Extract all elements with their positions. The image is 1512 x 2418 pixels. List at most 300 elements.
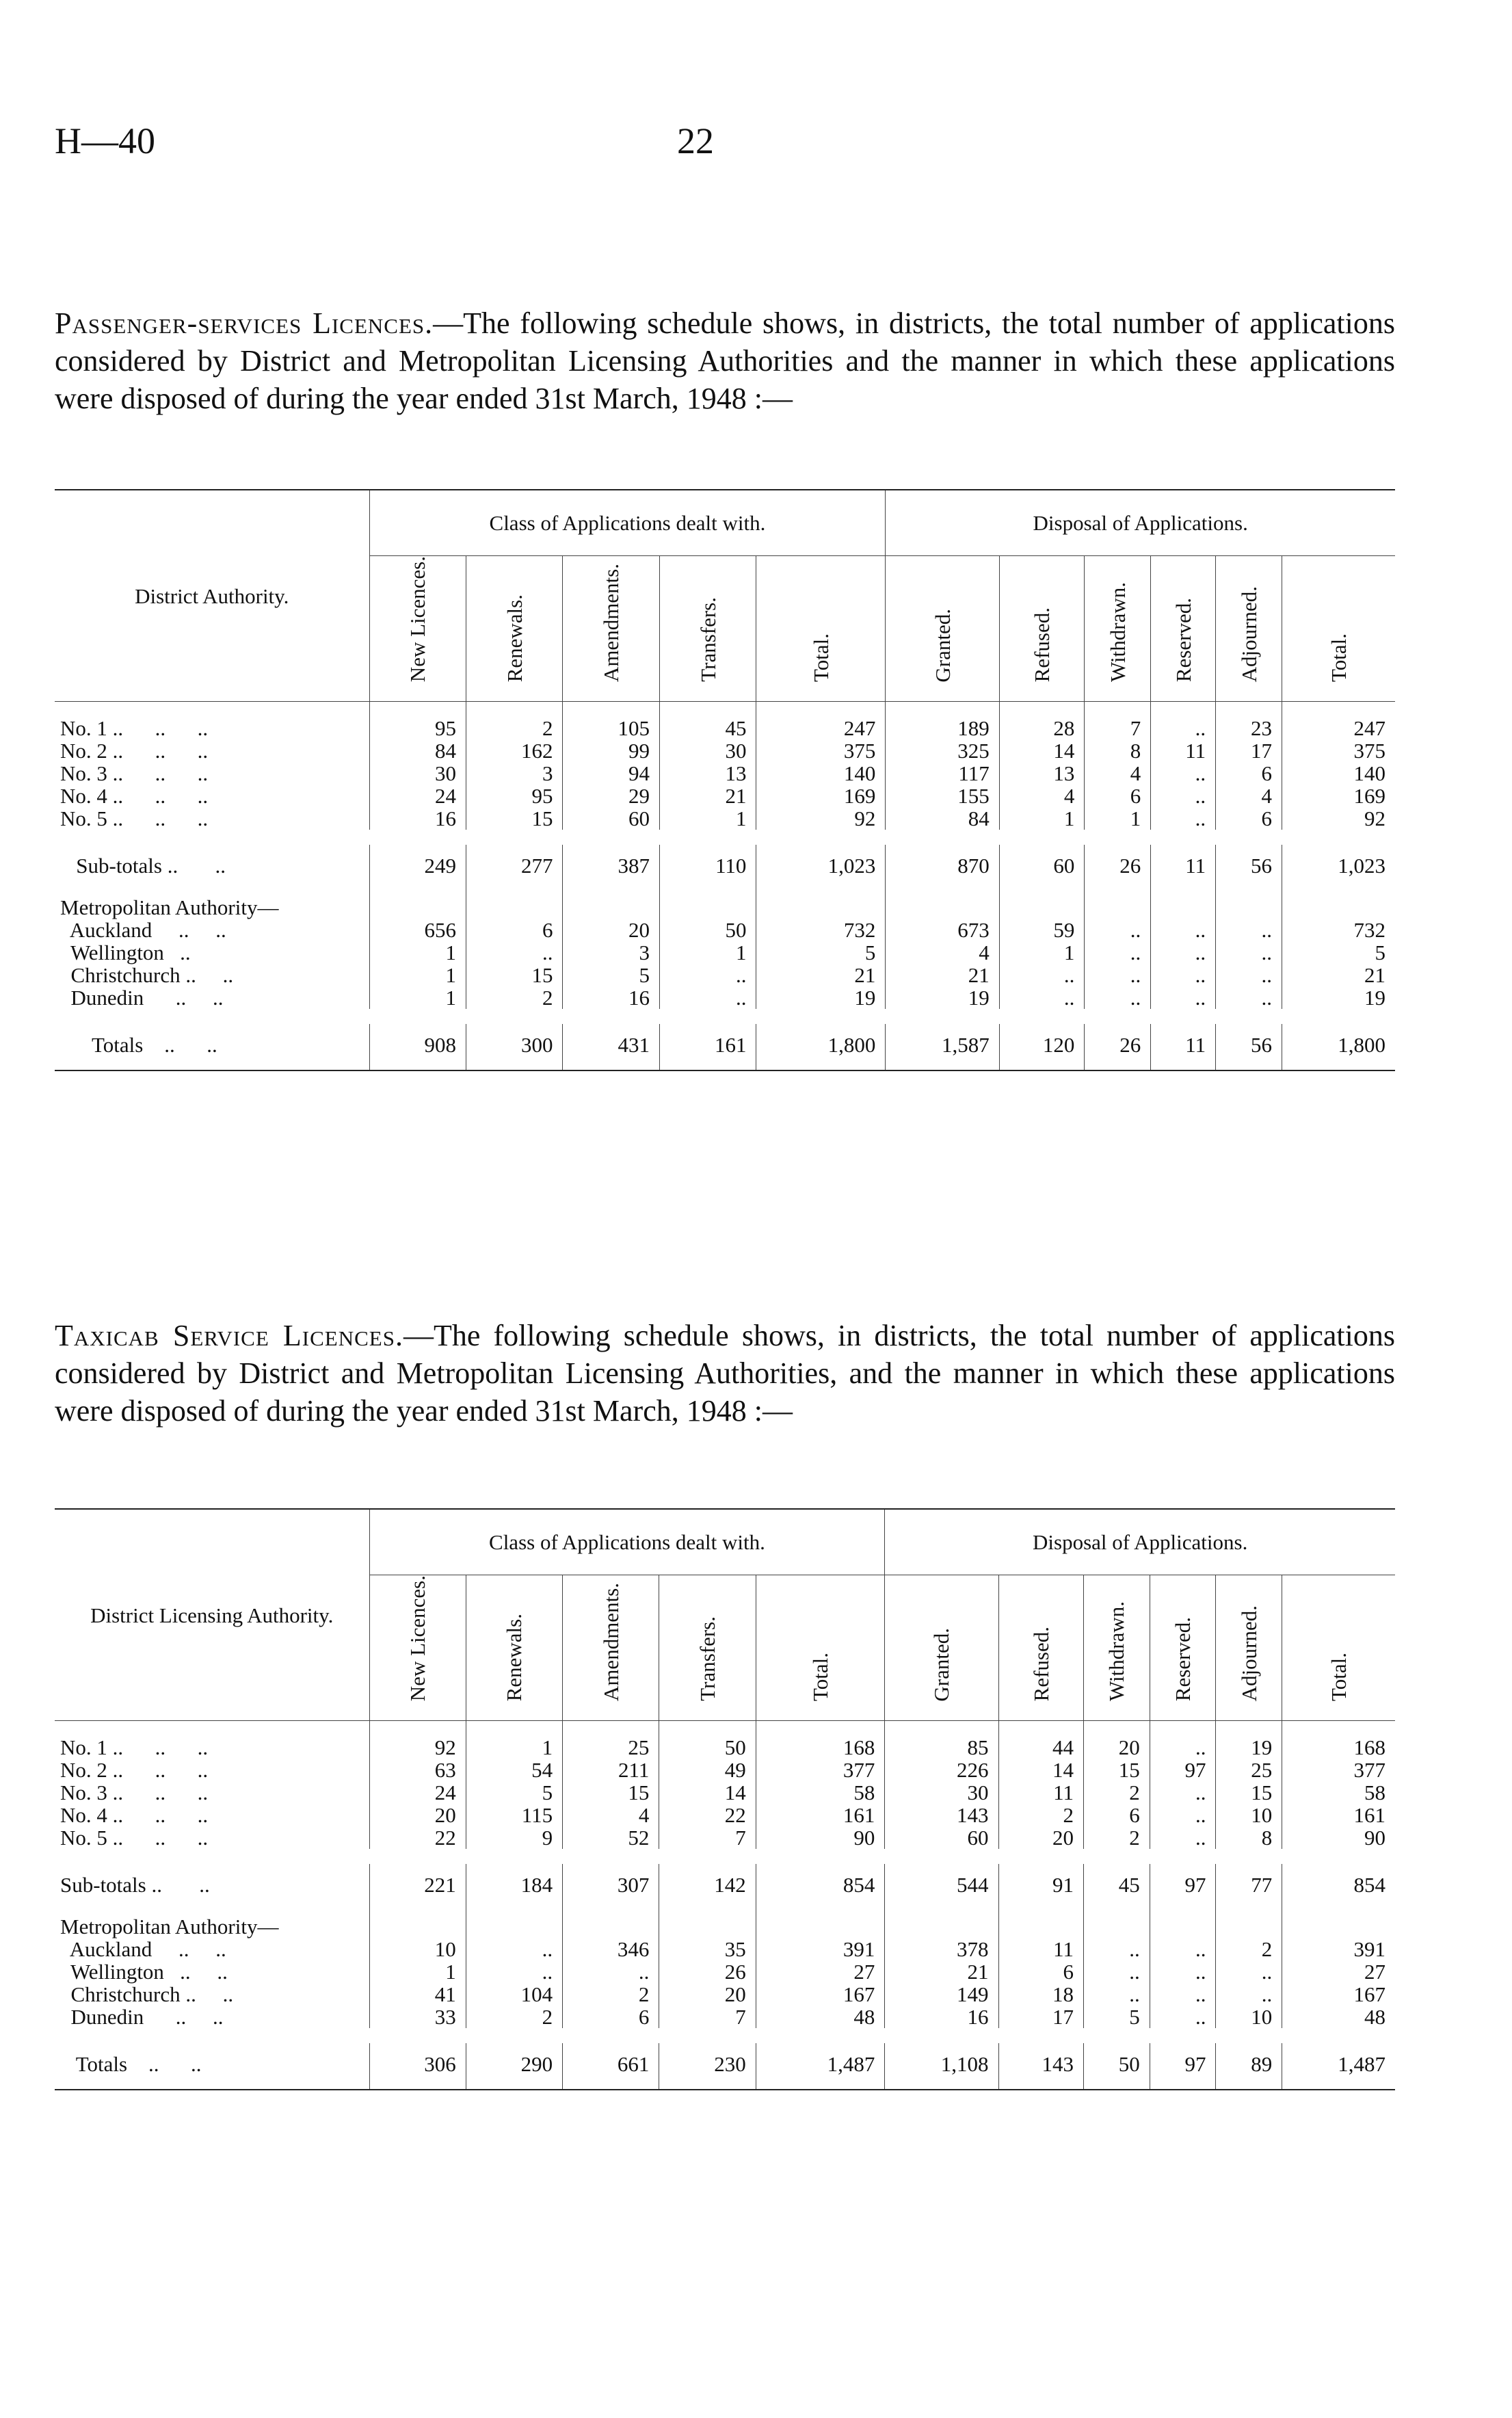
table-cell: 91 (998, 1864, 1084, 1906)
table-cell: 908 (369, 1024, 466, 1070)
column-header: Renewals. (502, 594, 527, 683)
table-cell: 307 (563, 1864, 659, 1906)
table-cell: 3 (466, 762, 562, 785)
table-cell: 5 (1084, 2006, 1150, 2028)
table-cell: 2 (466, 986, 562, 1009)
table-cell: 22 (369, 1826, 466, 1849)
column-header: Reserved. (1171, 1617, 1195, 1702)
table-cell: 84 (369, 739, 466, 762)
row-label: No. 4 .. .. .. (60, 784, 209, 809)
table-cell: 1 (466, 1721, 562, 1759)
table-cell: .. (1151, 986, 1216, 1009)
column-header: Withdrawn. (1104, 1601, 1129, 1702)
table-cell: 8 (1216, 1826, 1282, 1849)
table-row (55, 1960, 1395, 1983)
table-cell: 63 (369, 1759, 466, 1781)
table-cell: 22 (659, 1804, 756, 1826)
table-cell: 45 (1084, 1864, 1150, 1906)
table-cell: 169 (756, 785, 886, 807)
class-of-applications-header: Class of Applications dealt with. (369, 1510, 885, 1575)
table-cell: 4 (1085, 762, 1151, 785)
table-cell: 48 (756, 2006, 885, 2028)
table-cell: 143 (885, 1804, 998, 1826)
table-cell: 17 (998, 2006, 1084, 2028)
table-cell: 1,487 (756, 2043, 885, 2090)
table-cell: 5 (756, 941, 886, 964)
table-cell: 168 (1282, 1721, 1395, 1759)
table-cell: 2 (1084, 1826, 1150, 1849)
table-cell: 7 (659, 1826, 756, 1849)
table-cell: 33 (369, 2006, 466, 2028)
table-cell: 20 (998, 1826, 1084, 1849)
table-cell: .. (466, 1938, 562, 1960)
row-label: Wellington .. (60, 941, 191, 965)
table-cell: 854 (1282, 1864, 1395, 1906)
table-cell: 110 (659, 845, 756, 886)
table-cell: 20 (1084, 1721, 1150, 1759)
table-cell: 1 (369, 986, 466, 1009)
table-cell: 168 (756, 1721, 885, 1759)
table-cell: 1,023 (1282, 845, 1395, 886)
table-cell: 7 (659, 2006, 756, 2028)
table-cell: 50 (659, 1721, 756, 1759)
table-cell: .. (1150, 2006, 1216, 2028)
table-cell: 6 (1216, 762, 1282, 785)
table-cell: .. (1151, 762, 1216, 785)
table-cell: 115 (466, 1804, 562, 1826)
table-cell: 377 (1282, 1759, 1395, 1781)
table-cell: 30 (885, 1781, 998, 1804)
table-cell: .. (1085, 919, 1151, 941)
table-cell: 97 (1150, 1759, 1216, 1781)
table-row (55, 1804, 1395, 1826)
table-cell: .. (659, 986, 756, 1009)
table-cell: 249 (369, 845, 466, 886)
table-cell: 143 (998, 2043, 1084, 2090)
column-header: Amendments. (598, 1583, 623, 1702)
district-authority-header: District Authority. (135, 583, 289, 608)
table-cell: 306 (369, 2043, 466, 2090)
table-cell: 1,800 (756, 1024, 886, 1070)
table-cell: 661 (563, 2043, 659, 2090)
table-row (55, 919, 1395, 941)
table-cell: 104 (466, 1983, 562, 2006)
table-cell: 21 (756, 964, 886, 986)
row-label: No. 2 .. .. .. (60, 1758, 209, 1783)
table-cell: 21 (885, 1960, 998, 1983)
table-cell: 15 (563, 1781, 659, 1804)
table-cell: 1 (369, 941, 466, 964)
table-cell: 7 (1085, 702, 1151, 740)
row-label: No. 3 .. .. .. (60, 1780, 209, 1805)
table-cell: 5 (563, 964, 659, 986)
table-cell: 19 (1282, 986, 1395, 1009)
table-cell: .. (466, 1960, 562, 1983)
table-row (55, 739, 1395, 762)
column-header: Total. (1326, 633, 1351, 683)
table-cell: 13 (999, 762, 1085, 785)
column-header: Amendments. (599, 564, 624, 683)
table-cell: 161 (1282, 1804, 1395, 1826)
table-cell: 15 (1084, 1759, 1150, 1781)
column-header: Total. (808, 633, 833, 683)
table-cell: .. (1150, 1804, 1216, 1826)
table-cell: 77 (1216, 1864, 1282, 1906)
row-label: No. 1 .. .. .. (55, 702, 369, 740)
table-cell: 26 (1085, 845, 1151, 886)
passenger-services-title: Passenger-services Licences. (55, 306, 434, 340)
table-row (55, 785, 1395, 807)
table-cell: .. (1216, 1983, 1282, 2006)
table-cell: 19 (1216, 1721, 1282, 1759)
column-header: Granted. (930, 608, 955, 683)
table-cell: .. (1151, 919, 1216, 941)
table-cell: 41 (369, 1983, 466, 2006)
table-cell: 29 (563, 785, 659, 807)
table-cell: 13 (659, 762, 756, 785)
table-cell: .. (1085, 964, 1151, 986)
district-licensing-authority-header: District Licensing Authority. (90, 1603, 334, 1627)
table-cell: 732 (756, 919, 886, 941)
disposal-of-applications-header: Disposal of Applications. (886, 490, 1395, 556)
page-number: 22 (677, 120, 714, 161)
table-cell: 149 (885, 1983, 998, 2006)
table-cell: 56 (1216, 845, 1282, 886)
table-cell: 20 (563, 919, 659, 941)
table-cell: 544 (885, 1864, 998, 1906)
table-cell: 97 (1150, 2043, 1216, 2090)
table-cell: 105 (563, 702, 659, 740)
table-cell: .. (1150, 1781, 1216, 1804)
table-cell: 24 (369, 785, 466, 807)
table-cell: 95 (369, 702, 466, 740)
table-cell: 2 (563, 1983, 659, 2006)
table-cell: 161 (756, 1804, 885, 1826)
table-cell: 300 (466, 1024, 562, 1070)
table-cell: 44 (998, 1721, 1084, 1759)
passenger-services-paragraph (55, 304, 1395, 417)
table-cell: 155 (886, 785, 999, 807)
table-cell: 162 (466, 739, 562, 762)
table-cell: 60 (885, 1826, 998, 1849)
table-cell: 30 (659, 739, 756, 762)
table-cell: .. (1084, 1983, 1150, 2006)
table-cell: 25 (563, 1721, 659, 1759)
table-cell: 189 (886, 702, 999, 740)
table-cell: 58 (1282, 1781, 1395, 1804)
table-cell: 10 (1216, 2006, 1282, 2028)
row-label: No. 2 .. .. .. (60, 739, 209, 763)
table-cell: 4 (886, 941, 999, 964)
table-cell: 52 (563, 1826, 659, 1849)
table-cell: 15 (1216, 1781, 1282, 1804)
column-header: Transfers. (695, 597, 720, 683)
table-cell: 211 (563, 1759, 659, 1781)
table-cell: 19 (886, 986, 999, 1009)
table-row (55, 762, 1395, 785)
row-label: No. 5 .. .. .. (60, 1826, 209, 1850)
table-row (55, 1759, 1395, 1781)
table-cell: 290 (466, 2043, 562, 2090)
taxicab-service-text: —The following schedule shows, in districts, the total number of applications considered by District and Metropolitan Licensing Authorities, and the manner in which these applications were disposed of during the year ended 31st March, 1948 :— (55, 1319, 1396, 1428)
table-cell: .. (1216, 986, 1282, 1009)
row-label: No. 5 .. .. .. (60, 806, 209, 831)
table-cell: 14 (999, 739, 1085, 762)
table-cell: 2 (998, 1804, 1084, 1826)
table-cell: 27 (1282, 1960, 1395, 1983)
table-cell: 90 (756, 1826, 885, 1849)
row-label: Christchurch .. .. (60, 963, 234, 988)
metropolitan-authority-label: Metropolitan Authority— (60, 895, 279, 920)
table-cell: 95 (466, 785, 562, 807)
taxicab-service-paragraph (55, 1317, 1395, 1430)
totals-row (55, 1024, 1395, 1070)
table-cell: 226 (885, 1759, 998, 1781)
column-header: Renewals. (502, 1613, 527, 1702)
table-cell: 5 (466, 1781, 562, 1804)
row-label: No. 3 .. .. .. (60, 761, 209, 786)
table-cell: 346 (563, 1938, 659, 1960)
table-cell: 142 (659, 1864, 756, 1906)
table-cell: 1,800 (1282, 1024, 1395, 1070)
table-cell: 387 (563, 845, 659, 886)
column-header: Withdrawn. (1105, 582, 1130, 683)
table-cell: 1,023 (756, 845, 886, 886)
table-cell: 169 (1282, 785, 1395, 807)
totals-row (55, 2043, 1395, 2090)
table-cell: 6 (1085, 785, 1151, 807)
row-label: No. 4 .. .. .. (60, 1803, 209, 1828)
table-cell: 21 (659, 785, 756, 807)
table-cell: 8 (1085, 739, 1151, 762)
table-cell: 1 (1085, 807, 1151, 830)
table-cell: 16 (563, 986, 659, 1009)
row-label: Totals .. .. (55, 2043, 369, 2090)
table-row (55, 1938, 1395, 1960)
table-cell: 85 (885, 1721, 998, 1759)
table-row (55, 807, 1395, 830)
table-cell: 54 (466, 1759, 562, 1781)
subtotals-row (55, 845, 1395, 886)
table-cell: 1 (659, 807, 756, 830)
column-header: Refused. (1030, 607, 1055, 683)
table-cell: 18 (998, 1983, 1084, 2006)
table-cell: 16 (369, 807, 466, 830)
table-cell: 97 (1150, 1864, 1216, 1906)
table-cell: 45 (659, 702, 756, 740)
table-cell: 6 (998, 1960, 1084, 1983)
table-cell: 277 (466, 845, 562, 886)
table-cell: 2 (1084, 1781, 1150, 1804)
table-cell: .. (1085, 941, 1151, 964)
table-cell: 25 (1216, 1759, 1282, 1781)
table-cell: 391 (756, 1938, 885, 1960)
table-cell: 854 (756, 1864, 885, 1906)
table-cell: 19 (756, 986, 886, 1009)
table-cell: 247 (1282, 702, 1395, 740)
table-cell: .. (1150, 1826, 1216, 1849)
row-label: Sub-totals .. .. (60, 1873, 210, 1897)
table-cell: .. (1150, 1938, 1216, 1960)
column-header: New Licences. (406, 556, 430, 683)
table-cell: 10 (369, 1938, 466, 1960)
table-cell: 14 (998, 1759, 1084, 1781)
table-cell: 375 (756, 739, 886, 762)
row-label: Auckland .. .. (60, 1937, 226, 1962)
table-cell: 391 (1282, 1938, 1395, 1960)
table-cell: 1 (999, 941, 1085, 964)
table-cell: 2 (466, 702, 562, 740)
table-cell: 140 (1282, 762, 1395, 785)
row-label: Totals .. .. (55, 1024, 369, 1070)
table-cell: .. (1150, 1983, 1216, 2006)
table-cell: 35 (659, 1938, 756, 1960)
table-cell: .. (1150, 1721, 1216, 1759)
table-row (55, 964, 1395, 986)
table-cell: .. (1151, 964, 1216, 986)
column-header: Transfers. (695, 1616, 720, 1702)
row-label: Dunedin .. .. (60, 2005, 224, 2029)
table-cell: 4 (1216, 785, 1282, 807)
table-cell: 11 (998, 1938, 1084, 1960)
table-cell: 247 (756, 702, 886, 740)
table-cell: 377 (756, 1759, 885, 1781)
table-cell: .. (1151, 941, 1216, 964)
row-label: Sub-totals .. .. (60, 854, 226, 878)
table-cell: 94 (563, 762, 659, 785)
column-header: Total. (1327, 1653, 1351, 1702)
table-cell: 378 (885, 1938, 998, 1960)
taxicab-service-table (55, 1508, 1395, 2090)
table-cell: 656 (369, 919, 466, 941)
table-cell: 230 (659, 2043, 756, 2090)
table-cell: 56 (1216, 1024, 1282, 1070)
table-cell: 11 (1151, 845, 1216, 886)
table-cell: 21 (886, 964, 999, 986)
table-cell: 90 (1282, 1826, 1395, 1849)
table-cell: 4 (563, 1804, 659, 1826)
table-cell: 431 (563, 1024, 659, 1070)
table-cell: .. (999, 964, 1085, 986)
table-cell: 60 (563, 807, 659, 830)
taxicab-service-title: Taxicab Service Licences. (55, 1319, 403, 1352)
table-cell: 59 (999, 919, 1085, 941)
table-cell: 221 (369, 1864, 466, 1906)
row-label: Auckland .. .. (60, 918, 226, 943)
table-cell: 28 (999, 702, 1085, 740)
disposal-of-applications-header: Disposal of Applications. (885, 1510, 1395, 1575)
table-cell: 5 (1282, 941, 1395, 964)
table-cell: 92 (1282, 807, 1395, 830)
table-cell: 23 (1216, 702, 1282, 740)
table-cell: .. (1151, 702, 1216, 740)
table-cell: .. (999, 986, 1085, 1009)
table-row (55, 941, 1395, 964)
table-cell: 2 (1216, 1938, 1282, 1960)
table-cell: 3 (563, 941, 659, 964)
table-cell: .. (466, 941, 562, 964)
table-cell: 20 (659, 1983, 756, 2006)
table-cell: 16 (885, 2006, 998, 2028)
table-cell: 325 (886, 739, 999, 762)
table-cell: .. (1151, 785, 1216, 807)
passenger-services-text: —The following schedule shows, in districts, the total number of applications considered by District and Metropolitan Licensing Authorities and the manner in which these applications were disposed of during the year ended 31st March, 1948 :— (55, 306, 1396, 415)
column-header: Total. (808, 1653, 833, 1702)
table-cell: 1 (369, 1960, 466, 1983)
class-of-applications-header: Class of Applications dealt with. (369, 490, 886, 556)
table-cell: 11 (1151, 739, 1216, 762)
table-cell: 167 (756, 1983, 885, 2006)
table-cell: 14 (659, 1781, 756, 1804)
table-cell: 10 (1216, 1804, 1282, 1826)
table-cell: .. (1150, 1960, 1216, 1983)
table-cell: 1 (999, 807, 1085, 830)
table-cell: .. (659, 964, 756, 986)
table-cell: 84 (886, 807, 999, 830)
table-cell: 1,108 (885, 2043, 998, 2090)
table-cell: .. (1216, 964, 1282, 986)
table-cell: .. (1216, 941, 1282, 964)
table-cell: 26 (659, 1960, 756, 1983)
table-cell: 6 (1084, 1804, 1150, 1826)
table-cell: 6 (466, 919, 562, 941)
table-cell: 11 (998, 1781, 1084, 1804)
metropolitan-authority-label: Metropolitan Authority— (60, 1915, 279, 1939)
table-cell: 673 (886, 919, 999, 941)
table-cell: 58 (756, 1781, 885, 1804)
table-cell: 732 (1282, 919, 1395, 941)
table-cell: 92 (369, 1721, 466, 1759)
table-cell: 60 (999, 845, 1085, 886)
table-cell: 9 (466, 1826, 562, 1849)
column-header: New Licences. (406, 1575, 430, 1702)
table-cell: 1 (369, 964, 466, 986)
table-cell: 20 (369, 1804, 466, 1826)
row-label: No. 1 .. .. .. (55, 1721, 369, 1759)
column-header: Adjourned. (1236, 1605, 1261, 1702)
table-cell: 30 (369, 762, 466, 785)
table-cell: .. (1084, 1960, 1150, 1983)
column-header: Adjourned. (1236, 586, 1261, 683)
document-code: H—40 (55, 120, 155, 161)
table-cell: 184 (466, 1864, 562, 1906)
table-cell: 375 (1282, 739, 1395, 762)
table-cell: 24 (369, 1781, 466, 1804)
table-cell: 161 (659, 1024, 756, 1070)
table-cell: 15 (466, 964, 562, 986)
table-cell: 49 (659, 1759, 756, 1781)
column-header: Refused. (1029, 1626, 1053, 1702)
table-row (55, 1826, 1395, 1849)
table-cell: 870 (886, 845, 999, 886)
table-cell: 89 (1216, 2043, 1282, 2090)
table-cell: 50 (1084, 2043, 1150, 2090)
table-cell: 140 (756, 762, 886, 785)
table-cell: .. (1085, 986, 1151, 1009)
table-cell: 1,487 (1282, 2043, 1395, 2090)
table-cell: 50 (659, 919, 756, 941)
table-row (55, 702, 1395, 740)
table-cell: 11 (1151, 1024, 1216, 1070)
table-row (55, 1781, 1395, 1804)
table-cell: 92 (756, 807, 886, 830)
table-cell: .. (1216, 919, 1282, 941)
table-cell: 6 (563, 2006, 659, 2028)
table-row (55, 1721, 1395, 1759)
table-cell: .. (1216, 1960, 1282, 1983)
table-cell: 4 (999, 785, 1085, 807)
row-label: Wellington .. .. (60, 1960, 228, 1984)
